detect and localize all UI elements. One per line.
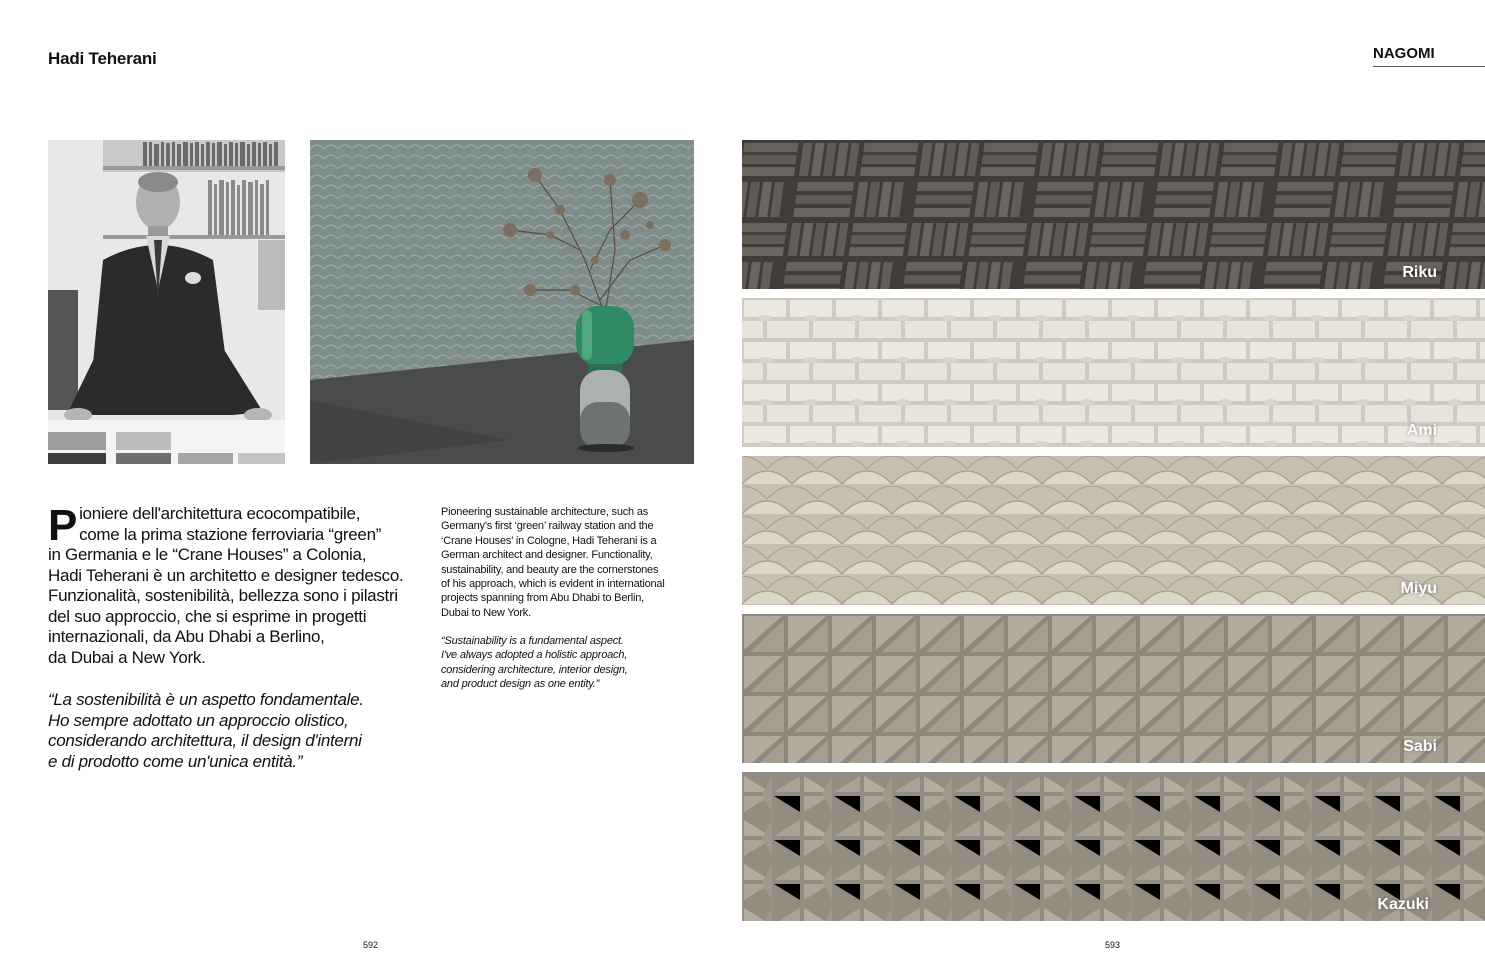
tile-label-riku: Riku xyxy=(1402,264,1437,281)
tile-label-sabi: Sabi xyxy=(1403,738,1437,755)
drop-cap: P xyxy=(48,501,78,550)
collection-title: NAGOMI xyxy=(1373,45,1485,67)
page-number-right: 593 xyxy=(1105,940,1121,950)
tile-label-kazuki: Kazuki xyxy=(1377,896,1429,913)
designer-portrait-photo xyxy=(48,140,285,464)
page-number-left: 592 xyxy=(363,940,379,950)
author-name: Hadi Teherani xyxy=(48,49,157,68)
tile-swatch-sabi xyxy=(742,614,1485,763)
kazuki-pattern xyxy=(742,772,1485,921)
lead-paragraph-it xyxy=(48,501,438,668)
ami-pattern xyxy=(742,298,1485,447)
tile-swatch-kazuki xyxy=(742,772,1485,921)
quote-it: “La sostenibilità è un aspetto fondamentale. Ho sempre adottato un approccio olistico, considerando architettura, il design d'interni e di prodotto come un'unica entità.” xyxy=(48,690,364,771)
tile-swatch-riku xyxy=(742,140,1485,289)
miyu-pattern xyxy=(742,456,1485,605)
tile-swatch-miyu xyxy=(742,456,1485,605)
body-en: Pioneering sustainable architecture, such as Germany's first ‘green’ railway station and the ‘Crane Houses’ in Cologne, Hadi Teherani is a German architect and designer. Functionality, sustainability, and beauty are the cornerstones of his approach, which is evident in international projects spanning from Abu Dhabi to Berlin, Dubai to New York. xyxy=(441,506,665,619)
quote-en: “Sustainability is a fundamental aspect. I've always adopted a holistic approach, considering architecture, interior design, and product design as one entity.” xyxy=(441,635,628,691)
riku-pattern xyxy=(742,140,1485,289)
vase-wall-photo xyxy=(310,140,694,464)
tile-label-miyu: Miyu xyxy=(1400,580,1437,597)
tile-label-ami: Ami xyxy=(1406,422,1437,439)
sabi-pattern xyxy=(742,614,1485,763)
lead-text-it: ioniere dell'architettura ecocompatibile, come la prima stazione ferroviaria “green” in Germania e le “Crane Houses” a Colonia, Hadi Teherani è un architetto e designer tedesco. Funzionalità, sostenibilità, bellezza sono i pilastri del suo approccio, che si esprime in progetti internazionali, da Abu Dhabi a Berlino, da Dubai a New York. xyxy=(48,504,404,667)
tile-swatch-ami xyxy=(742,298,1485,447)
